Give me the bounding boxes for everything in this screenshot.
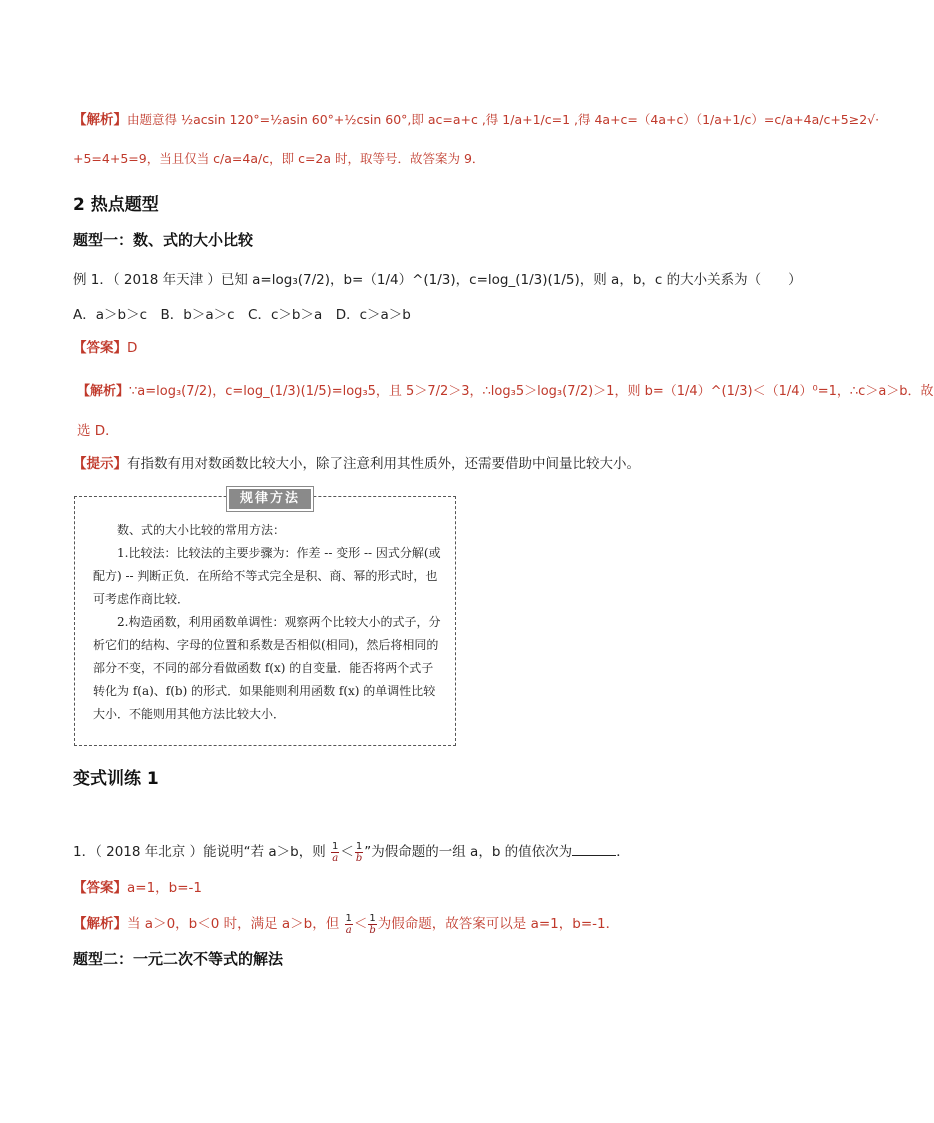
example1-options: A．a＞b＞c B．b＞a＞c C．c＞b＞a D．c＞a＞b — [73, 307, 411, 323]
method-item-2: 2.构造函数，利用函数单调性：观察两个比较大小的式子，分析它们的结构、字母的位置和系数是否相似(相同)，然后将相同的部分不变，不同的部分看做函数 f(x) 的自变量．能否将两个式子转化为 f(a)、f(b) 的形式．如果能则利用函数 f(x) 的单调性比较大小．不能则用其他方法比较大小． — [93, 615, 441, 721]
example1-analysis-line2: 选 D． — [77, 423, 119, 439]
variant1-stem-end: ． — [616, 844, 630, 860]
variant1-stem-a: 1．（ 2018 年北京 ）能说明“若 a＞b，则 — [73, 844, 326, 860]
method-box-body — [93, 519, 443, 726]
top-analysis-line1 — [73, 108, 879, 128]
answer-tag: 【答案】 — [73, 880, 127, 896]
analysis-tag: 【解析】 — [73, 112, 127, 128]
analysis-text: ∵a=log₃(7/2)，c=log_(1/3)(1/5)=log₃5，且 5＞7/2＞3，∴log₃5＞log₃(7/2)＞1，则 b=（1/4）^(1/3)＜（1/4）⁰=1，∴c＞a＞b．故 — [129, 384, 934, 399]
variant1-stem: 1．（ 2018 年北京 ）能说明“若 a＞b，则 $\frac{1}{a}$ ＜ $\frac{1}{b}$ ”为假命题的一组 a，b 的值依次为 ． — [73, 840, 630, 864]
method-intro: 数、式的大小比较的常用方法： — [117, 523, 286, 537]
variant1-answer — [73, 876, 202, 896]
example1-stem: 例 1．（ 2018 年天津 ）已知 a=log₃(7/2)，b=（1/4）^(1/3)，c=log_(1/3)(1/5)，则 a，b，c 的大小关系为（ ） — [73, 272, 802, 288]
variant-title: 变式训练 1 — [73, 769, 159, 789]
example1-analysis-line1 — [77, 380, 934, 399]
example1-hint — [73, 452, 640, 472]
method-item-1: 1.比较法：比较法的主要步骤为：作差 -- 变形 -- 因式分解(或配方) -- 判断正负．在所给不等式完全是积、商、幂的形式时，也可考虑作商比较． — [93, 546, 441, 606]
variant1-analysis: 【解析】当 a＞0，b＜0 时，满足 a＞b，但 $\frac{1}{a}$ ＜ $\frac{1}{b}$ 为假命题，故答案可以是 a=1，b=-1． — [73, 912, 620, 936]
fraction-1-over-a: $\frac{1}{a}$ — [332, 840, 339, 864]
example1-answer — [73, 336, 137, 356]
type2-title: 题型二：一元二次不等式的解法 — [73, 950, 284, 968]
method-box-title: 规律方法 — [227, 487, 313, 511]
analysis-tag: 【解析】 — [77, 384, 130, 399]
method-box — [74, 491, 456, 746]
fraction-1-over-a: $\frac{1}{a}$ — [345, 912, 352, 936]
analysis-text-a: 当 a＞0，b＜0 时，满足 a＞b，但 — [127, 916, 340, 932]
analysis-tag: 【解析】 — [73, 916, 127, 932]
fraction-1-over-b: $\frac{1}{b}$ — [355, 840, 363, 864]
top-analysis-text: 由题意得 ½acsin 120°=½asin 60°+½csin 60°,即 ac=a+c ,得 1/a+1/c=1 ,得 4a+c=（4a+c）（1/a+1/c）=c/a+4a/c+5≥2√· — [127, 112, 880, 127]
analysis-text-b: 为假命题，故答案可以是 a=1，b=-1． — [377, 916, 620, 932]
type1-title: 题型一：数、式的大小比较 — [73, 231, 254, 249]
answer-tag: 【答案】 — [73, 340, 127, 356]
variant1-stem-b: 为假命题的一组 a，b 的值依次为 — [371, 844, 573, 860]
top-analysis-line2: +5=4+5=9，当且仅当 c/a=4a/c，即 c=2a 时，取等号．故答案为 9． — [73, 151, 485, 166]
hint-tag: 【提示】 — [73, 456, 127, 472]
fraction-1-over-b: $\frac{1}{b}$ — [369, 912, 376, 936]
answer-blank[interactable] — [572, 843, 616, 856]
hint-text: 有指数有用对数函数比较大小，除了注意利用其性质外，还需要借助中间量比较大小。 — [127, 456, 640, 472]
answer-value: a=1，b=-1 — [127, 880, 203, 896]
section-heading: 2 热点题型 — [73, 195, 159, 215]
answer-value: D — [127, 340, 138, 356]
